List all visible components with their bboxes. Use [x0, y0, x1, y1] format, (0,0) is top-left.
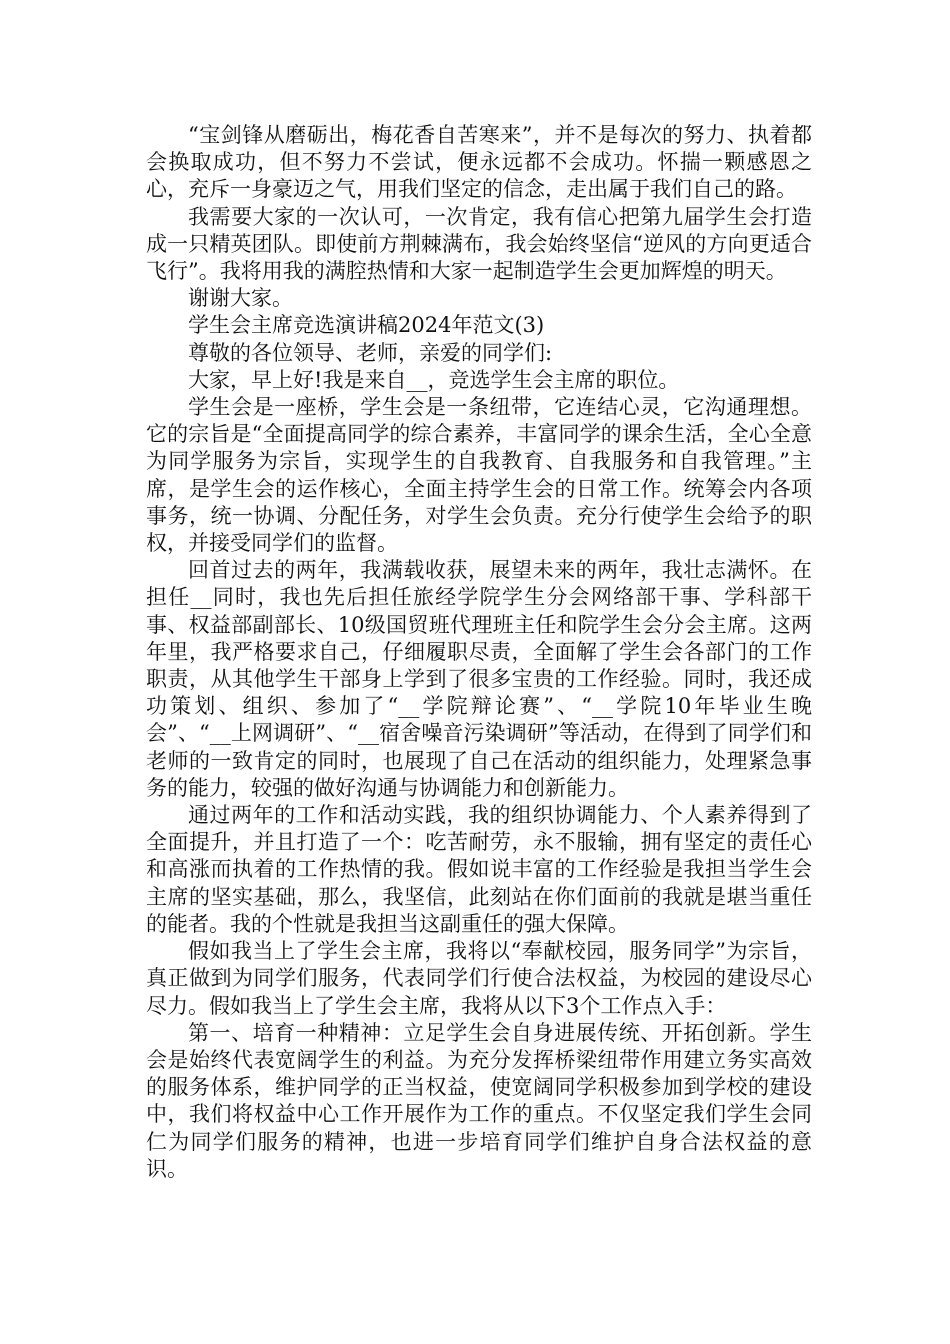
document-body	[146, 122, 812, 1183]
paragraph: 学生会是一座桥，学生会是一条纽带，它连结心灵，它沟通理想。它的宗旨是“全面提高同学的综合素养，丰富同学的课余生活，全心全意为同学服务为宗旨，实现学生的自我教育、自我服务和自我管理。”主席，是学生会的运作核心，全面主持学生会的日常工作。统筹会内各项事务，统一协调、分配任务，对学生会负责。充分行使学生会给予的职权，并接受同学们的监督。	[146, 395, 812, 556]
paragraph: 通过两年的工作和活动实践，我的组织协调能力、个人素养得到了全面提升，并且打造了一个：吃苦耐劳，永不服输，拥有坚定的责任心和高涨而执着的工作热情的我。假如说丰富的工作经验是我担当学生会主席的坚实基础，那么，我坚信，此刻站在你们面前的我就是堪当重任的能者。我的个性就是我担当这副重任的强大保障。	[146, 803, 812, 936]
paragraph: 大家，早上好!我是来自__，竞选学生会主席的职位。	[188, 367, 680, 392]
paragraph: “宝剑锋从磨砺出，梅花香自苦寒来”，并不是每次的努力、执着都会换取成功，但不努力不尝试，便永远都不会成功。怀揣一颗感恩之心，充斥一身豪迈之气，用我们坚定的信念，走出属于我们自己的路。	[146, 123, 812, 202]
paragraph: 谢谢大家。	[188, 286, 293, 311]
salutation: 尊敬的各位领导、老师，亲爱的同学们:	[188, 340, 553, 365]
paragraph: 第一、培育一种精神：立足学生会自身进展传统、开拓创新。学生会是始终代表宽阔学生的利益。为充分发挥桥梁纽带作用建立务实高效的服务体系，维护同学的正当权益，使宽阔同学积极参加到学校的建设中，我们将权益中心工作开展作为工作的重点。不仅坚定我们学生会同仁为同学们服务的精神，也进一步培育同学们维护自身合法权益的意识。	[146, 1020, 812, 1181]
paragraph: 假如我当上了学生会主席，我将以“奉献校园，服务同学”为宗旨，真正做到为同学们服务，代表同学们行使合法权益，为校园的建设尽心尽力。假如我当上了学生会主席，我将从以下3个工作点入手：	[146, 939, 812, 1018]
paragraph: 回首过去的两年，我满载收获，展望未来的两年，我壮志满怀。在担任__同时，我也先后担任旅经学院学生分会网络部干事、学科部干事、权益部副部长、10级国贸班代理班主任和院学生会分会主席。这两年里，我严格要求自己，仔细履职尽责，全面解了学生会各部门的工作职责，从其他学生干部身上学到了很多宝贵的工作经验。同时，我还成功策划、组织、参加了“__学院辩论赛”、“__学院10年毕业生晚会”、“__上网调研”、“__宿舍噪音污染调研”等活动，在得到了同学们和老师的一致肯定的同时，也展现了自己在活动的组织能力，处理紧急事务的能力，较强的做好沟通与协调能力和创新能力。	[146, 558, 812, 800]
paragraph: 我需要大家的一次认可，一次肯定，我有信心把第九届学生会打造成一只精英团队。即使前方荆棘满布，我会始终坚信“逆风的方向更适合飞行”。我将用我的满腔热情和大家一起制造学生会更加辉煌的明天。	[146, 204, 812, 284]
section-title: 学生会主席竞选演讲稿2024年范文(3)	[188, 313, 545, 338]
